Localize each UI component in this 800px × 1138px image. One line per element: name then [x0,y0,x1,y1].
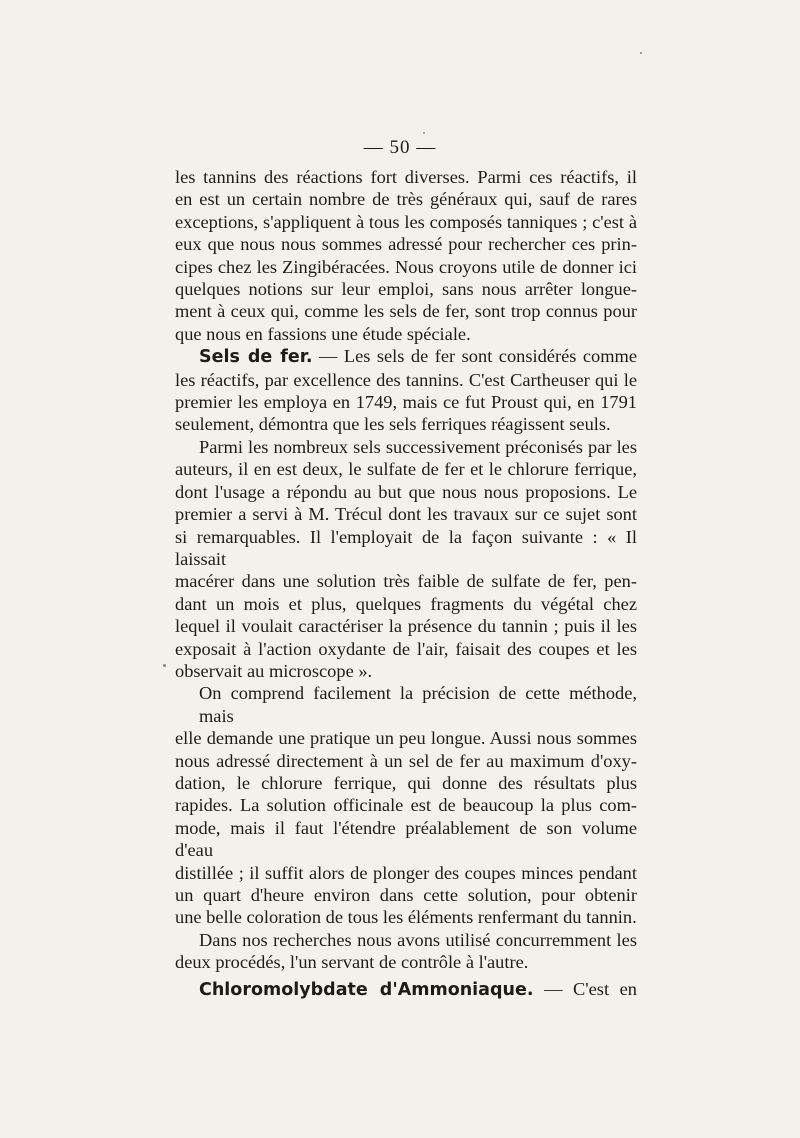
text-line: Dans nos recherches nous avons utilisé concurremment les [199,929,637,950]
scan-speck [640,52,642,54]
paragraph-on-comprend [175,682,637,928]
text-line: que nous en fassions une étude spéciale. [175,323,471,344]
section-heading-chloromolybdate: Chloromolybdate d'Ammoniaque. [199,979,534,1000]
text-line: si remarquables. Il l'employait de la façon suivante : « Il laissait [175,526,637,569]
text-line: exposait à l'action oxydante de l'air, faisait des coupes et les [175,638,637,659]
text-line: Parmi les nombreux sels successivement préconisés par les [199,436,637,457]
page-number: — 50 — [363,137,437,158]
text-line: premier a servi à M. Trécul dont les travaux sur ce sujet sont [175,504,637,525]
paragraph-chloromolybdate [175,978,637,1001]
text-line: On comprend facilement la précision de cette méthode, mais [199,683,637,726]
text-line: un quart d'heure environ dans cette solution, pour obtenir [175,885,637,905]
paragraph-dans-nos-recherches [175,929,637,974]
paragraph-parmi [175,436,637,682]
text-line: deux procédés, l'un servant de contrôle à l'autre. [175,952,529,973]
text-line: auteurs, il en est deux, le sulfate de fer et le chlorure ferrique, [175,459,637,480]
text-line: nous adressé directement à un sel de fer au maximum d'oxy- [175,750,637,771]
text-line: les réactifs, par excellence des tannins. C'est Cartheuser qui le [175,369,637,390]
text-line: dant un mois et plus, quelques fragments du végétal chez [175,593,637,614]
text-line-with-heading [175,978,637,1001]
text-line-with-heading [175,345,637,368]
text-line: les tannins des réactions fort diverses. Parmi ces réactifs, il [175,167,637,187]
text-line: mode, mais il faut l'étendre préalablement de son volume d'eau [175,817,637,861]
paragraph-sels-de-fer [175,345,637,436]
text-line: ment à ceux qui, comme les sels de fer, sont trop connus pour [175,301,637,322]
scan-speck [163,664,166,667]
paragraph-intro [175,166,637,345]
text-line: elle demande une pratique un peu longue. Aussi nous sommes [175,728,637,749]
text-line: macérer dans une solution très faible de sulfate de fer, pen- [175,571,637,592]
body-text [175,166,637,1001]
text-fragment: — Les sels de fer sont considérés comme [312,346,638,367]
text-line: exceptions, s'appliquent à tous les composés tanniques ; c'est à [175,211,637,232]
text-line: en est un certain nombre de très généraux qui, sauf de rares [175,189,637,210]
text-line: observait au microscope ». [175,660,373,681]
text-line: distillée ; il suffit alors de plonger des coupes minces pendant [175,862,637,883]
text-line: eux que nous nous sommes adressé pour rechercher ces prin- [175,234,637,255]
text-line: premier les employa en 1749, mais ce fut Proust qui, en 1791 [175,392,637,413]
scan-speck [423,132,425,134]
text-line: quelques notions sur leur emploi, sans nous arrêter longue- [175,279,637,300]
text-line: rapides. La solution officinale est de beaucoup la plus com- [175,795,637,816]
text-line: dont l'usage a répondu au but que nous nous proposions. Le [175,481,637,502]
text-line: une belle coloration de tous les éléments renfermant du tannin. [175,907,637,928]
text-line: dation, le chlorure ferrique, qui donne des résultats plus [175,772,637,793]
section-heading-sels-de-fer: Sels de fer. [199,347,313,368]
text-line: lequel il voulait caractériser la présence du tannin ; puis il les [175,616,637,637]
text-line: cipes chez les Zingibéracées. Nous croyons utile de donner ici [175,256,637,277]
text-line: seulement, démontra que les sels ferriques réagissent seuls. [175,414,611,435]
text-fragment: — C'est en [533,978,637,999]
